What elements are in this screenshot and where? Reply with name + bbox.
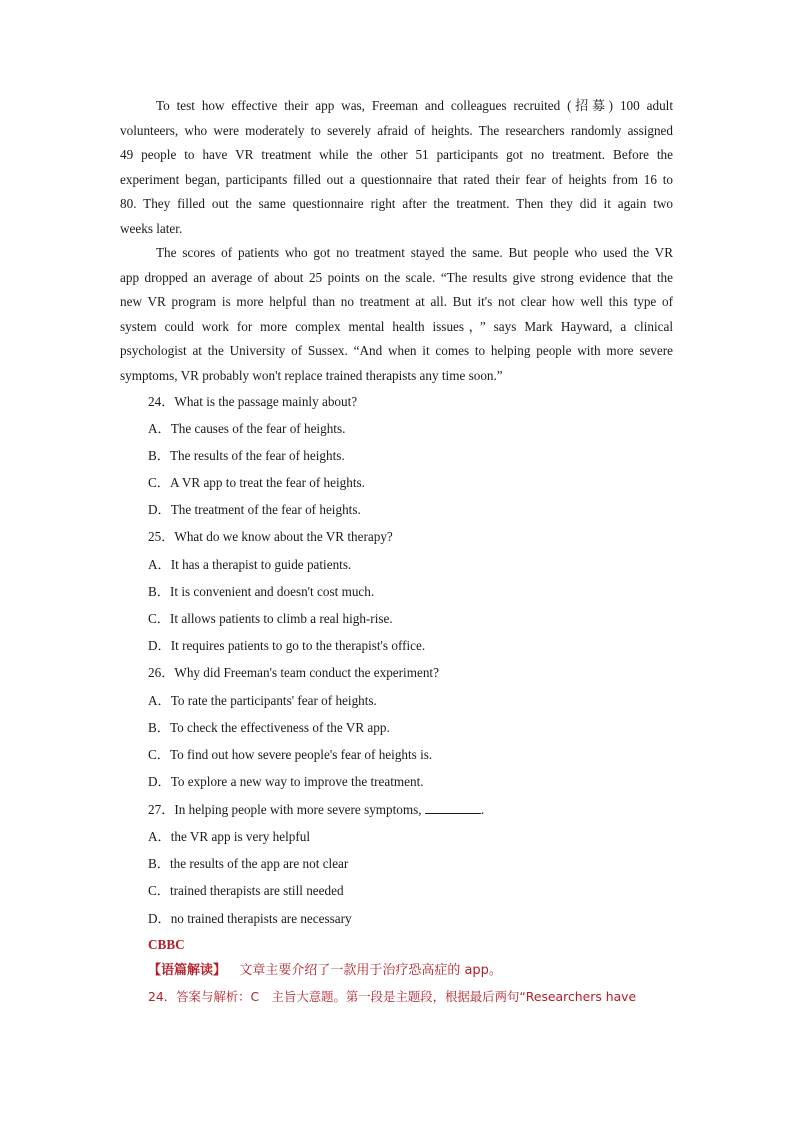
- answer-key: CBBC: [148, 937, 185, 952]
- question-25-option-d: D．It requires patients to go to the therapist's office.: [148, 638, 426, 653]
- question-24-option-d: D．The treatment of the fear of heights.: [148, 502, 361, 517]
- passage-line: volunteers, who were moderately to severely afraid of heights. The researchers randomly assigned: [120, 122, 673, 138]
- question-27-option-a: A．the VR app is very helpful: [148, 829, 311, 844]
- question-25-option-b: B．It is convenient and doesn't cost much.: [148, 584, 375, 599]
- passage-line: 49 people to have VR treatment while the other 51 participants got no treatment. Before the: [120, 147, 673, 162]
- question-24-stem: 24．What is the passage mainly about?: [148, 394, 358, 409]
- passage-line: 80. They filled out the same questionnaire right after the treatment. Then they did it again two: [120, 196, 673, 211]
- question-27-stem-text: 27．In helping people with more severe symptoms,: [148, 802, 422, 817]
- passage-line: To test how effective their app was, Freeman and colleagues recruited (招募) 100 adult: [156, 98, 673, 113]
- passage-line: weeks later.: [120, 220, 183, 236]
- question-26-stem: 26．Why did Freeman's team conduct the experiment?: [148, 665, 439, 680]
- question-25-stem: 25．What do we know about the VR therapy?: [148, 529, 393, 544]
- question-24-option-c: C．A VR app to treat the fear of heights.: [148, 475, 365, 490]
- passage-line: The scores of patients who got no treatment stayed the same. But people who used the VR: [156, 245, 673, 260]
- question-24-option-b: B．The results of the fear of heights.: [148, 448, 345, 463]
- summary-label: 【语篇解读】: [148, 963, 227, 978]
- answer-blank: [425, 801, 481, 814]
- question-27-option-b: B．the results of the app are not clear: [148, 856, 349, 871]
- question-26-option-b: B．To check the effectiveness of the VR app.: [148, 720, 390, 735]
- passage-line: system could work for more complex mental health issues，” says Mark Hayward, a clinical: [120, 318, 673, 334]
- passage-line: new VR program is more helpful than no treatment at all. But it's not clear how well this type of: [120, 294, 673, 309]
- question-25-option-a: A．It has a therapist to guide patients.: [148, 557, 352, 572]
- question-27-stem-end: .: [480, 802, 485, 817]
- passage-paragraph-2: [120, 241, 673, 388]
- question-26-option-a: A．To rate the participants' fear of heights.: [148, 693, 377, 708]
- passage-summary: [148, 961, 502, 980]
- answer-explanation-24: 24．答案与解析：C 主旨大意题。第一段是主题段，根据最后两句“Researchers have: [148, 989, 637, 1004]
- question-25-option-c: C．It allows patients to climb a real high-rise.: [148, 611, 393, 626]
- question-27-stem: [148, 801, 484, 819]
- question-27-option-c: C．trained therapists are still needed: [148, 883, 344, 898]
- summary-text: 文章主要介绍了一款用于治疗恐高症的 app。: [239, 963, 502, 978]
- question-24-option-a: A．The causes of the fear of heights.: [148, 421, 346, 436]
- question-26-option-d: D．To explore a new way to improve the treatment.: [148, 774, 424, 789]
- passage-paragraph-1: [120, 94, 673, 241]
- question-26-option-c: C．To find out how severe people's fear of heights is.: [148, 747, 433, 762]
- passage-line: app dropped an average of about 25 points on the scale. “The results give strong evidence that the: [120, 269, 673, 285]
- passage-line: symptoms, VR probably won't replace trained therapists any time soon.”: [120, 367, 503, 383]
- passage-line: psychologist at the University of Sussex. “And when it comes to helping people with more severe: [120, 343, 673, 358]
- question-27-option-d: D．no trained therapists are necessary: [148, 911, 352, 926]
- passage-line: experiment began, participants filled out a questionnaire that rated their fear of heights from 16 to: [120, 171, 673, 187]
